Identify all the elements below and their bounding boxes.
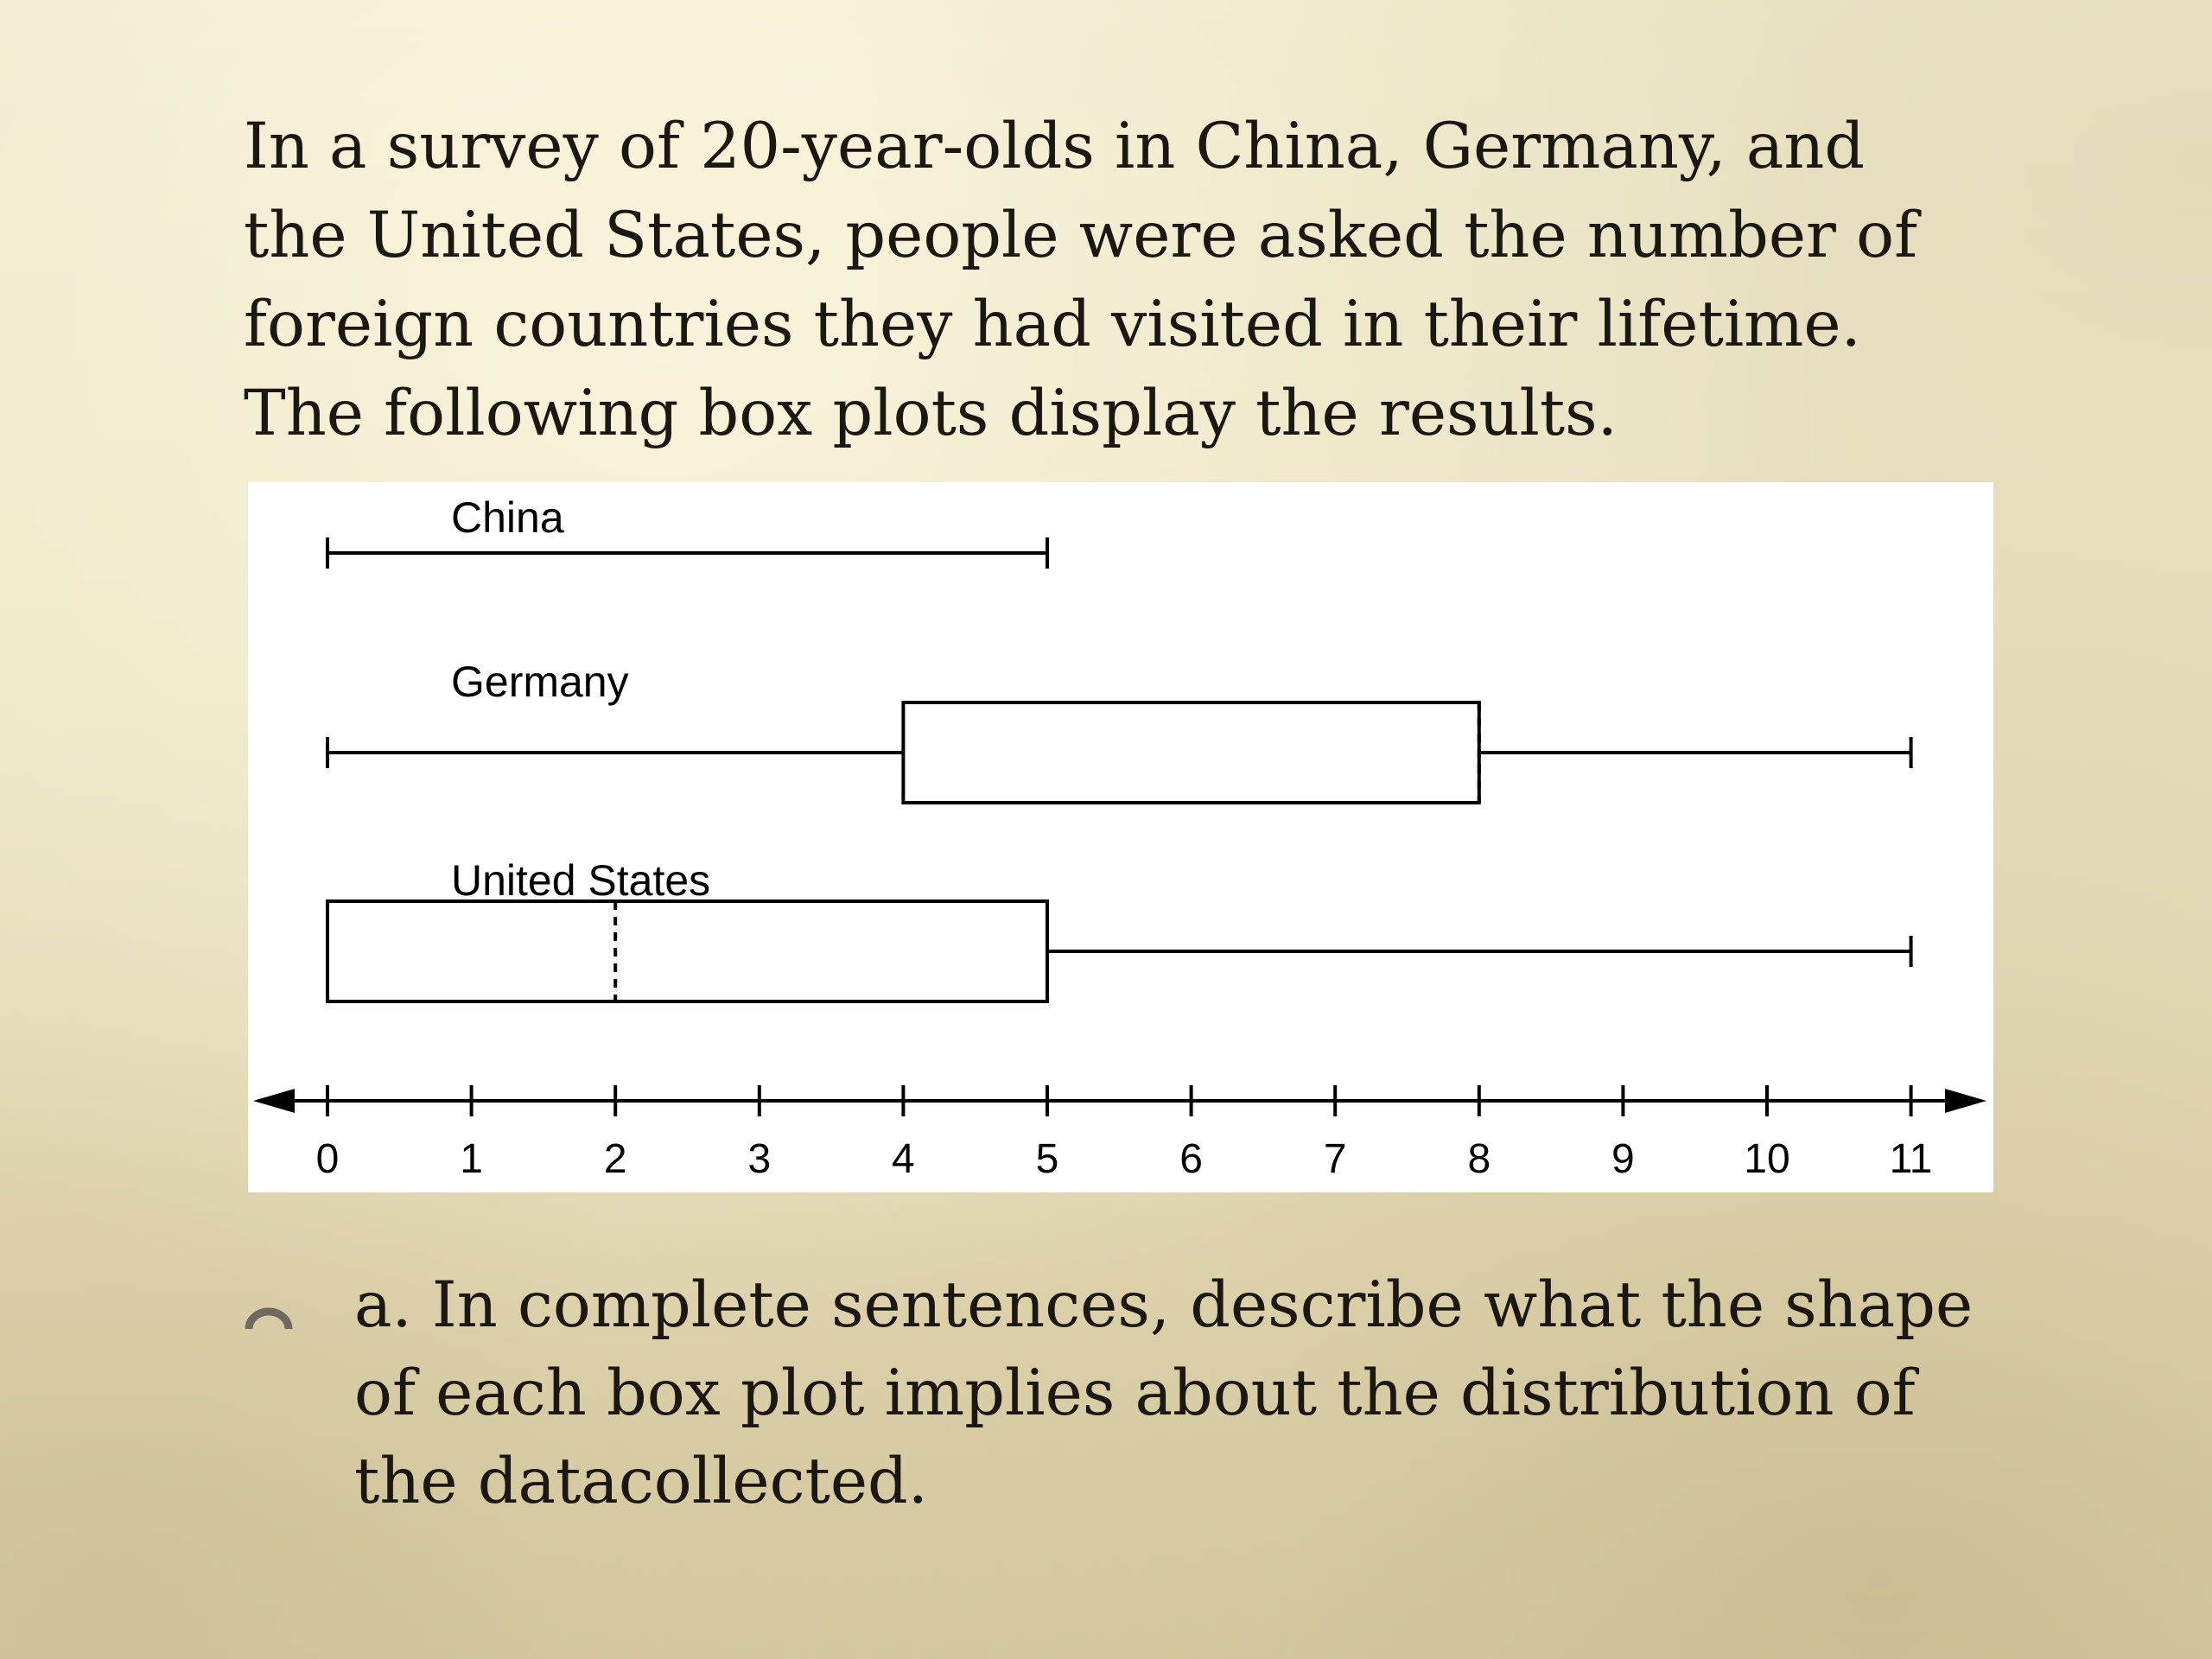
x-tick-label-10: 10 <box>1744 1136 1790 1182</box>
x-axis-right-arrow <box>1945 1089 1986 1113</box>
question-a-text: a. In complete sentences, describe what the shape of each box plot implies about the distribution of the datacollected. <box>354 1268 1974 1518</box>
united-states-box <box>327 901 1047 1001</box>
x-tick-label-2: 2 <box>603 1136 627 1182</box>
bullet-ring-icon <box>244 1293 294 1331</box>
germany-label: Germany <box>451 658 629 706</box>
x-tick-label-11: 11 <box>1889 1136 1933 1182</box>
germany-box <box>903 702 1478 803</box>
box-plot-svg <box>248 482 1993 1192</box>
x-tick-label-7: 7 <box>1323 1136 1347 1182</box>
x-tick-label-1: 1 <box>460 1136 483 1182</box>
china-label: China <box>451 493 564 542</box>
united-states-label: United States <box>451 856 711 905</box>
x-tick-label-4: 4 <box>892 1136 915 1182</box>
x-tick-label-6: 6 <box>1179 1136 1203 1182</box>
x-tick-label-8: 8 <box>1467 1136 1491 1182</box>
box-plot-chart <box>248 482 1993 1192</box>
x-tick-label-5: 5 <box>1035 1136 1059 1182</box>
x-tick-label-0: 0 <box>315 1136 340 1182</box>
intro-paragraph: In a survey of 20-year-olds in China, Germany, and the United States, people were asked the number of foreign countries they had visited in their lifetime. The following box plots display the results. <box>244 110 1918 450</box>
x-axis-left-arrow <box>253 1089 295 1113</box>
x-tick-label-9: 9 <box>1611 1136 1635 1182</box>
x-tick-label-3: 3 <box>747 1136 772 1182</box>
